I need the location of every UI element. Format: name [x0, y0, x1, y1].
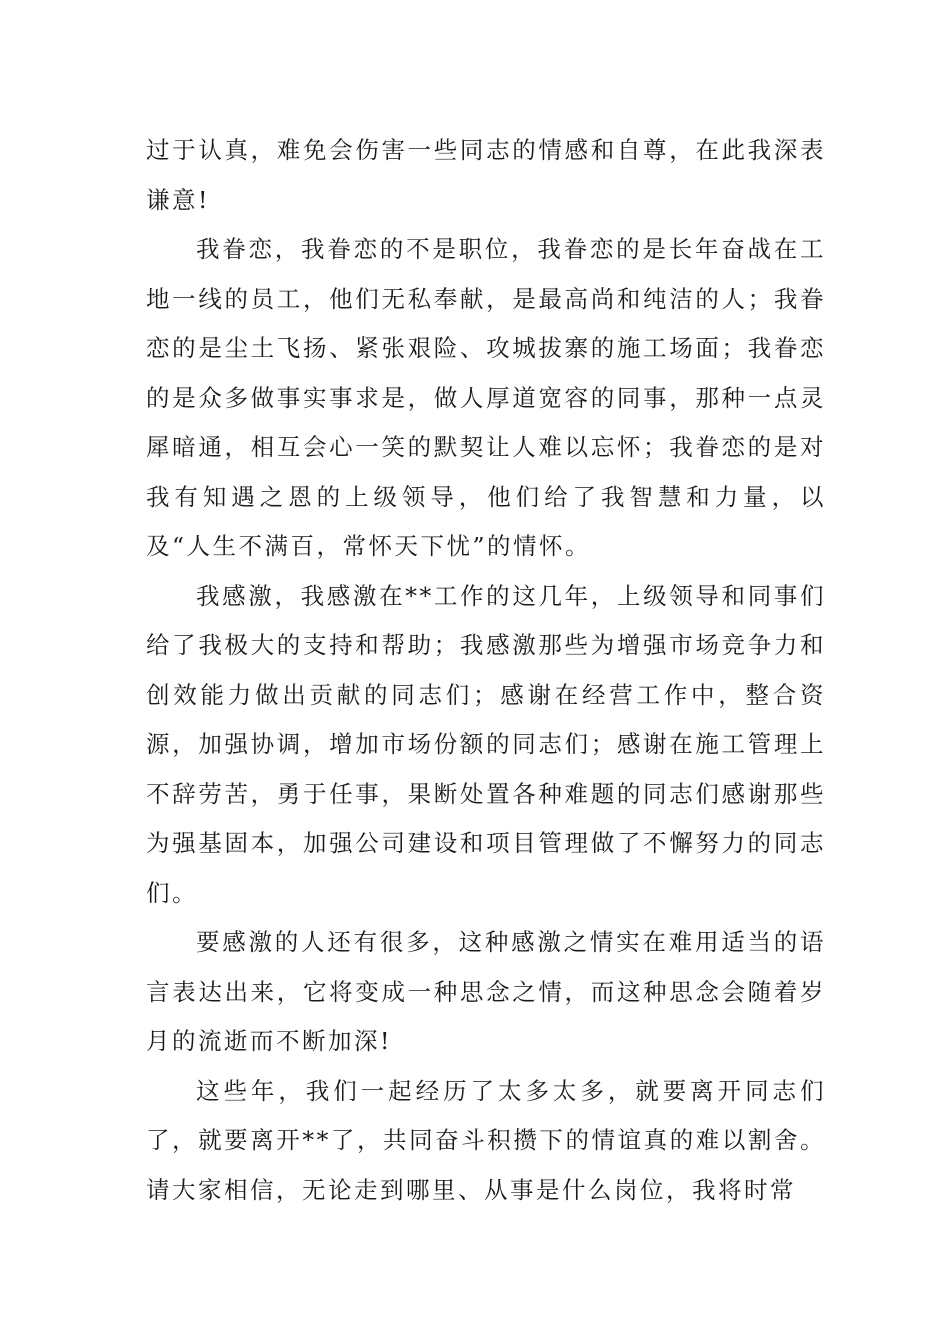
paragraph-farewell: 这些年，我们一起经历了太多太多，就要离开同志们了，就要离开**了，共同奋斗积攒下的情谊真的难以割舍。请大家相信，无论走到哪里、从事是什么岗位，我将时常	[146, 1076, 826, 1204]
document-body	[146, 126, 826, 1215]
paragraph-apology-end: 过于认真，难免会伤害一些同志的情感和自尊，在此我深表谦意!	[146, 136, 826, 214]
paragraph-attachment: 我眷恋，我眷恋的不是职位，我眷恋的是长年奋战在工地一线的员工，他们无私奉献，是最高尚和纯洁的人；我眷恋的是尘土飞扬、紧张艰险、攻城拔寨的施工场面；我眷恋的是众多做事实事求是，做人厚道宽容的同事，那种一点灵犀暗通，相互会心一笑的默契让人难以忘怀；我眷恋的是对我有知遇之恩的上级领导，他们给了我智慧和力量，以及“人生不满百，常怀天下忧”的情怀。	[146, 235, 826, 560]
paragraph-gratitude: 我感激，我感激在**工作的这几年，上级领导和同事们给了我极大的支持和帮助；我感激那些为增强市场竞争力和创效能力做出贡献的同志们；感谢在经营工作中，整合资源，加强协调，增加市场份额的同志们；感谢在施工管理上不辞劳苦，勇于任事，果断处置各种难题的同志们感谢那些为强基固本，加强公司建设和项目管理做了不懈努力的同志们。	[146, 581, 826, 907]
paragraph-more-thanks: 要感激的人还有很多，这种感激之情实在难用适当的语言表达出来，它将变成一种思念之情，而这种思念会随着岁月的流逝而不断加深!	[146, 928, 826, 1055]
